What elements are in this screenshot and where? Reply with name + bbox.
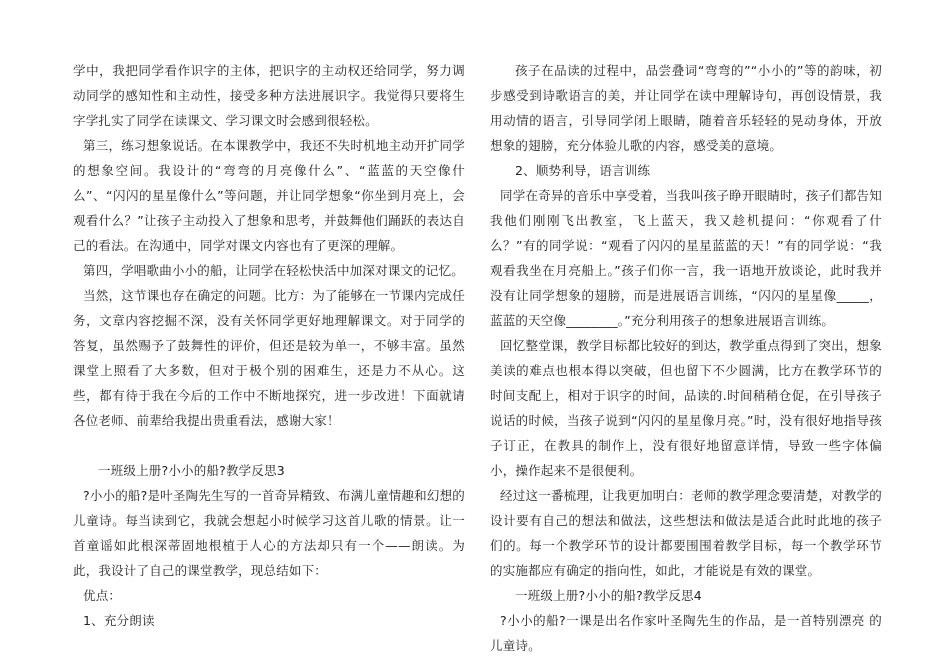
paragraph: 优点：: [83, 588, 122, 603]
section-heading: 一班级上册?小小的船?教学反思4: [515, 588, 702, 603]
list-item: 1、充分朗读: [83, 613, 155, 628]
section-heading: 一班级上册?小小的船?教学反思3: [98, 463, 285, 478]
right-column: [490, 58, 882, 658]
paragraph: ?小小的船?是叶圣陶先生写的一首奇异精致、布满儿童情趣和幻想的儿童诗。每当读到它，我就会想起小时候学习这首儿歌的情景。让一首童谣如此根深蒂固地根植于人心的方法却只有一个——朗读。为此，我设计了自己的课堂教学，现总结如下：: [73, 488, 465, 578]
list-item: 2、顺势利导，语言训练: [515, 163, 651, 178]
paragraph: 同学在奇异的音乐中享受着，当我叫孩子睁开眼睛时，孩子们都告知我他们刚刚飞出教室，飞上蓝天，我又趁机提问：“你观看了什么？”有的同学说：“观看了闪闪的星星蓝蓝的天！”有的同学说：“我观看我坐在月亮船上。”孩子们你一言，我一语地开放谈论，此时我并没有让同学想象的翅膀，而是进展语言训练，“闪闪的星星像_____，蓝蓝的天空像________。”充分利用孩子的想象进展语言训练。: [490, 188, 882, 328]
paragraph: 经过这一番梳理，让我更加明白：老师的教学理念要清楚，对教学的设计要有自己的想法和做法，这些想法和做法是适合此时此地的孩子们的。每一个教学环节的设计都要围围着教学目标，每一个教学环节的实施都应有确定的指向性，如此，才能说是有效的课堂。: [490, 488, 882, 578]
paragraph: 学中，我把同学看作识字的主体，把识字的主动权还给同学，努力调动同学的感知性和主动性，接受多种方法进展识字。我觉得只要将生字学扎实了同学在读课文、学习课文时会感到很轻松。: [73, 63, 465, 128]
spacer: [73, 433, 465, 458]
paragraph: 当然，这节课也存在确定的问题。比方：为了能够在一节课内完成任务，文章内容挖掘不深，没有关怀同学更好地理解课文。对于同学的答复，虽然赐予了鼓舞性的评价，但还是较为单一，不够丰富。虽然课堂上照看了大多数，但对于极个别的困难生，还是力不从心。这些，都有待于我在今后的工作中不断地探究，进一步改进！下面就请各位老师、前辈给我提出贵重看法，感谢大家！: [73, 288, 465, 428]
paragraph: 孩子在品读的过程中，品尝叠词“弯弯的”“小小的”等的韵味，初步感受到诗歌语言的美，并让同学在读中理解诗句，再创设情景，我用动情的语言，引导同学闭上眼睛，随着音乐轻轻的晃动身体，开放想象的翅膀，充分体验儿歌的内容，感受美的意境。: [490, 63, 882, 153]
paragraph: 第三，练习想象说话。在本课教学中，我还不失时机地主动开扩同学的想象空间。我设计的“弯弯的月亮像什么”、“蓝蓝的天空像什么”、“闪闪的星星像什么”等问题，并让同学想象“你坐到月亮上，会观看什么？”让孩子主动投入了想象和思考，并鼓舞他们踊跃的表达自己的看法。在沟通中，同学对课文内容也有了更深的理解。: [73, 138, 465, 253]
paragraph: 第四，学唱歌曲小小的船，让同学在轻松快活中加深对课文的记忆。: [83, 263, 465, 278]
left-column: [73, 58, 465, 633]
paragraph: ?小小的船?一课是出名作家叶圣陶先生的作品，是一首特别漂亮 的儿童诗。: [490, 613, 882, 653]
paragraph: 回忆整堂课，教学目标都比较好的到达，教学重点得到了突出，想象美读的难点也根本得以突破，但也留下不少圆满，比方在教学环节的时间支配上，相对于识字的时间，品读的.时间稍稍仓促，在引导孩子说话的时候，当孩子说到“闪闪的星星像月亮。”时，没有很好地指导孩子订正，在教具的制作上，没有很好地留意详情，导致一些字体偏小，操作起来不是很便利。: [490, 338, 882, 478]
